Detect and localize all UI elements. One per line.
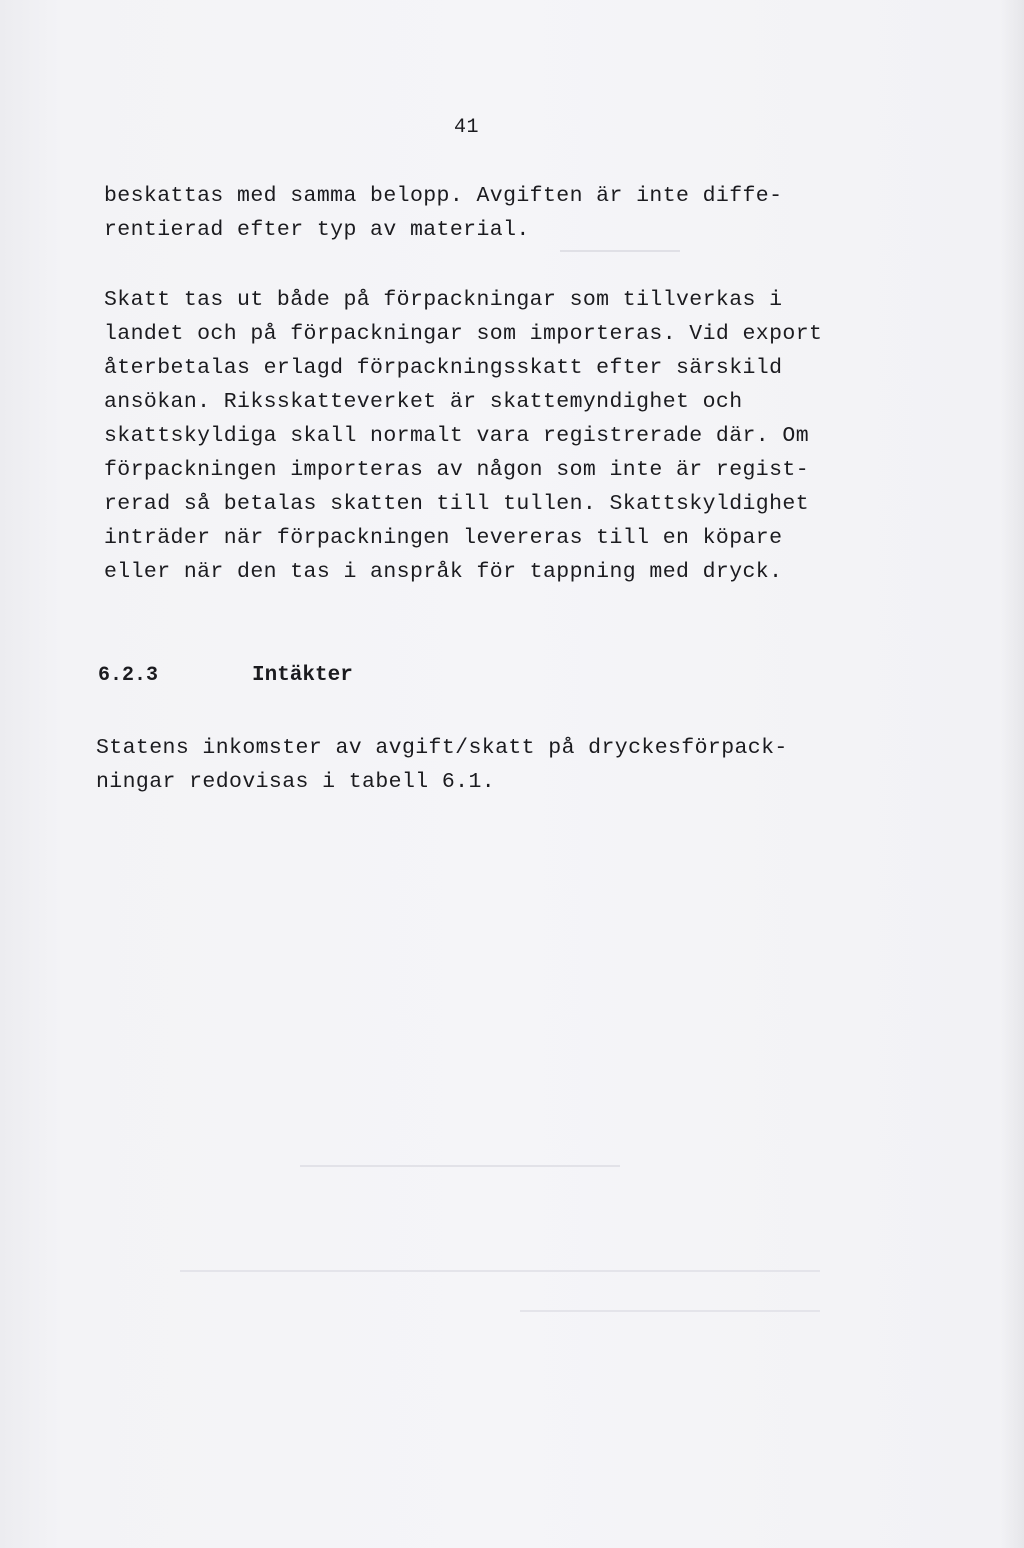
page-number: 41 <box>454 116 480 139</box>
text-line: rentierad efter typ av material. <box>104 218 530 242</box>
text-line: återbetalas erlagd förpackningsskatt efter särskild <box>104 356 783 380</box>
show-through-mark <box>560 250 680 252</box>
text-line: förpackningen importeras av någon som inte är regist- <box>104 458 810 482</box>
text-line: inträder när förpackningen levereras till en köpare <box>104 526 783 550</box>
text-line: Statens inkomster av avgift/skatt på dryckesförpack- <box>96 736 788 760</box>
text-line: rerad så betalas skatten till tullen. Skattskyldighet <box>104 492 810 516</box>
text-line: ningar redovisas i tabell 6.1. <box>96 770 496 794</box>
text-line: Skatt tas ut både på förpackningar som tillverkas i <box>104 288 783 312</box>
section-title: Intäkter <box>252 664 353 687</box>
text-line: beskattas med samma belopp. Avgiften är inte diffe- <box>104 184 783 208</box>
show-through-mark <box>300 1165 620 1167</box>
paragraph-1 <box>104 179 904 247</box>
text-line: skattskyldiga skall normalt vara registrerade där. Om <box>104 424 810 448</box>
paragraph-2 <box>104 283 904 589</box>
section-number: 6.2.3 <box>98 664 159 687</box>
show-through-mark <box>180 1270 820 1272</box>
show-through-mark <box>520 1310 820 1312</box>
text-line: landet och på förpackningar som importeras. Vid export <box>104 322 823 346</box>
paragraph-3 <box>96 731 896 799</box>
text-line: eller när den tas i anspråk för tappning med dryck. <box>104 560 783 584</box>
text-line: ansökan. Riksskatteverket är skattemyndighet och <box>104 390 743 414</box>
